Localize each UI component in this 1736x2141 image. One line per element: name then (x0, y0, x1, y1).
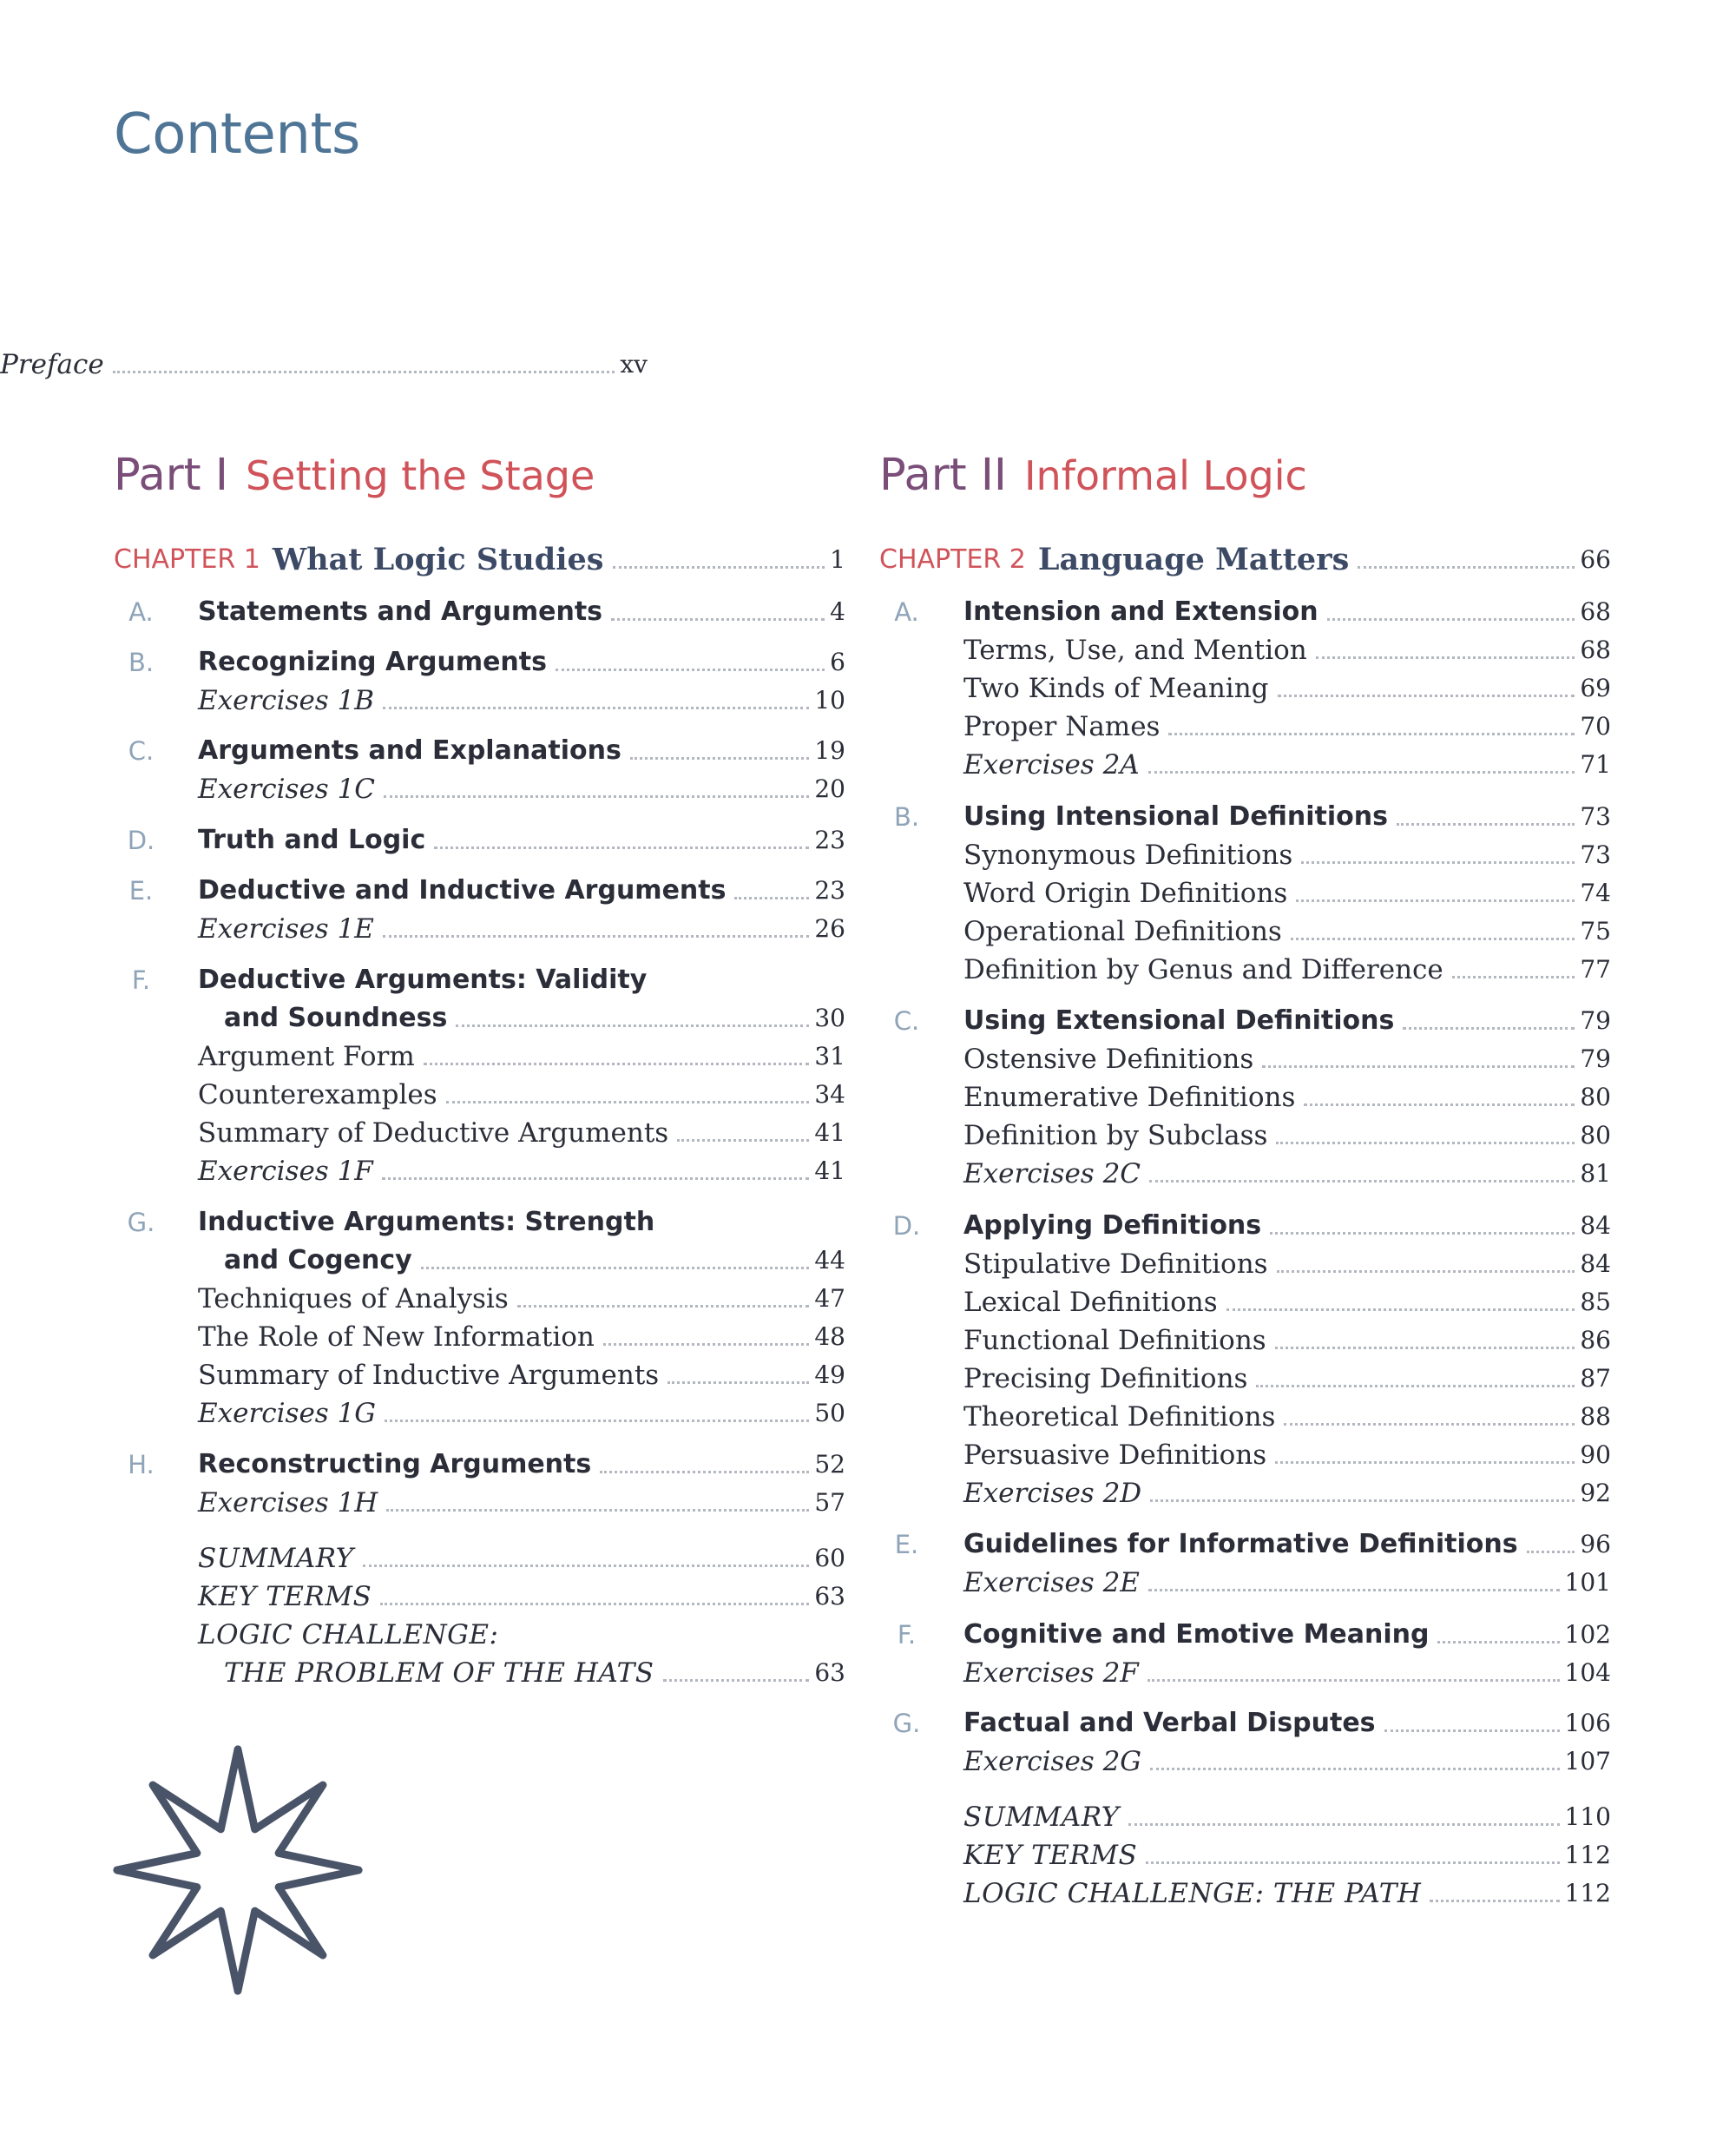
section-letter: G. (127, 1208, 155, 1237)
toc-preface[interactable] (0, 346, 648, 384)
toc-section[interactable]: Recognizing Arguments 6 (198, 647, 845, 677)
preface-label: Preface (0, 349, 104, 380)
toc-section[interactable]: Applying Definitions 84 (963, 1210, 1611, 1241)
toc-subsection[interactable]: Definition by Genus and Difference 77 (963, 954, 1611, 985)
toc-subsection[interactable]: Ostensive Definitions 79 (963, 1044, 1611, 1075)
toc-subsection[interactable]: Summary of Inductive Arguments 49 (198, 1360, 845, 1391)
section-letter: A. (894, 597, 919, 627)
eight-point-star-icon (110, 1742, 365, 1998)
toc-subsection[interactable]: Proper Names 70 (963, 711, 1611, 742)
part-title: Setting the Stage (245, 452, 595, 499)
toc-exercises[interactable]: Exercises 2G 107 (963, 1746, 1611, 1777)
section-letter: A. (128, 597, 154, 627)
toc-section-continued[interactable]: and Cogency 44 (224, 1245, 845, 1275)
toc-subsection[interactable]: The Role of New Information 48 (198, 1321, 845, 1353)
part-number: Part I (114, 450, 228, 501)
toc-section[interactable]: Deductive and Inductive Arguments 23 (198, 875, 845, 906)
section-letter: E. (128, 876, 154, 906)
leader-dots (113, 371, 615, 373)
toc-section-continued[interactable]: and Soundness 30 (224, 1003, 845, 1033)
toc-logic-challenge-continued[interactable]: THE PROBLEM OF THE HATS 63 (224, 1657, 845, 1689)
toc-section[interactable]: Deductive Arguments: Validity (198, 965, 648, 995)
toc-subsection[interactable]: Word Origin Definitions 74 (963, 878, 1611, 909)
section-letter: F. (897, 1620, 917, 1650)
toc-subsection[interactable]: Counterexamples 34 (198, 1079, 845, 1110)
toc-subsection[interactable]: Argument Form 31 (198, 1041, 845, 1072)
section-letter: F. (131, 965, 151, 995)
toc-exercises[interactable]: Exercises 1G 50 (198, 1398, 845, 1429)
part-1-heading (114, 450, 595, 501)
section-letter: C. (128, 736, 155, 766)
toc-section[interactable]: Using Extensional Definitions 79 (963, 1005, 1611, 1036)
toc-section[interactable]: Inductive Arguments: Strength (198, 1207, 655, 1237)
toc-exercises[interactable]: Exercises 1B 10 (198, 685, 845, 716)
toc-exercises[interactable]: Exercises 2D 92 (963, 1478, 1611, 1509)
toc-section[interactable]: Truth and Logic 23 (198, 825, 845, 855)
toc-subsection[interactable]: Theoretical Definitions 88 (963, 1401, 1611, 1433)
toc-key-terms[interactable]: KEY TERMS 112 (963, 1840, 1611, 1871)
toc-subsection[interactable]: Operational Definitions 75 (963, 916, 1611, 947)
chapter-title: Language Matters (1037, 542, 1350, 577)
toc-logic-challenge[interactable]: LOGIC CHALLENGE: (198, 1619, 499, 1650)
toc-subsection[interactable]: Summary of Deductive Arguments 41 (198, 1117, 845, 1149)
toc-exercises[interactable]: Exercises 2E 101 (963, 1567, 1611, 1598)
toc-section[interactable]: Arguments and Explanations 19 (198, 735, 845, 766)
toc-subsection[interactable]: Precising Definitions 87 (963, 1363, 1611, 1394)
section-letter: G. (892, 1709, 921, 1738)
toc-exercises[interactable]: Exercises 1H 57 (198, 1487, 845, 1518)
part-number: Part II (879, 450, 1007, 501)
toc-subsection[interactable]: Synonymous Definitions 73 (963, 840, 1611, 871)
section-letter: B. (893, 802, 920, 832)
chapter-2-entry[interactable] (879, 541, 1611, 579)
section-letter: E. (894, 1530, 919, 1559)
toc-subsection[interactable]: Two Kinds of Meaning 69 (963, 673, 1611, 704)
preface-page: xv (620, 350, 648, 379)
section-letter: D. (892, 1211, 921, 1241)
toc-subsection[interactable]: Functional Definitions 86 (963, 1325, 1611, 1356)
section-letter: H. (128, 1450, 155, 1479)
toc-exercises[interactable]: Exercises 1E 26 (198, 913, 845, 945)
toc-section[interactable]: Guidelines for Informative Definitions 96 (963, 1529, 1611, 1559)
toc-subsection[interactable]: Enumerative Definitions 80 (963, 1082, 1611, 1113)
toc-section[interactable]: Factual and Verbal Disputes 106 (963, 1708, 1611, 1738)
toc-section[interactable]: Using Intensional Definitions 73 (963, 801, 1611, 832)
toc-section[interactable]: Statements and Arguments 4 (198, 596, 845, 627)
chapter-page: 1 (830, 545, 845, 574)
section-letter: B. (128, 648, 155, 677)
toc-exercises[interactable]: Exercises 2C 81 (963, 1158, 1611, 1189)
chapter-page: 66 (1580, 545, 1611, 574)
toc-section[interactable]: Intension and Extension 68 (963, 596, 1611, 627)
toc-subsection[interactable]: Techniques of Analysis 47 (198, 1283, 845, 1314)
chapter-title: What Logic Studies (272, 542, 604, 577)
toc-summary[interactable]: SUMMARY 110 (963, 1802, 1611, 1833)
toc-logic-challenge[interactable]: LOGIC CHALLENGE: THE PATH 112 (963, 1878, 1611, 1909)
toc-subsection[interactable]: Persuasive Definitions 90 (963, 1439, 1611, 1471)
toc-section[interactable]: Reconstructing Arguments 52 (198, 1449, 845, 1479)
toc-subsection[interactable]: Lexical Definitions 85 (963, 1287, 1611, 1318)
toc-exercises[interactable]: Exercises 1C 20 (198, 774, 845, 805)
toc-summary[interactable]: SUMMARY 60 (198, 1543, 845, 1574)
part-2-heading (879, 450, 1307, 501)
toc-exercises[interactable]: Exercises 1F 41 (198, 1156, 845, 1187)
chapter-label: CHAPTER 2 (879, 544, 1026, 575)
toc-subsection[interactable]: Stipulative Definitions 84 (963, 1248, 1611, 1280)
chapter-label: CHAPTER 1 (114, 544, 260, 575)
toc-key-terms[interactable]: KEY TERMS 63 (198, 1581, 845, 1612)
section-letter: D. (127, 826, 155, 855)
toc-section[interactable]: Cognitive and Emotive Meaning 102 (963, 1619, 1611, 1650)
toc-subsection[interactable]: Terms, Use, and Mention 68 (963, 635, 1611, 666)
toc-subsection[interactable]: Definition by Subclass 80 (963, 1120, 1611, 1151)
toc-exercises[interactable]: Exercises 2F 104 (963, 1657, 1611, 1689)
section-letter: C. (893, 1006, 920, 1036)
toc-exercises[interactable]: Exercises 2A 71 (963, 749, 1611, 781)
part-title: Informal Logic (1023, 452, 1307, 499)
page-title: Contents (114, 102, 360, 167)
chapter-1-entry[interactable] (114, 541, 845, 579)
